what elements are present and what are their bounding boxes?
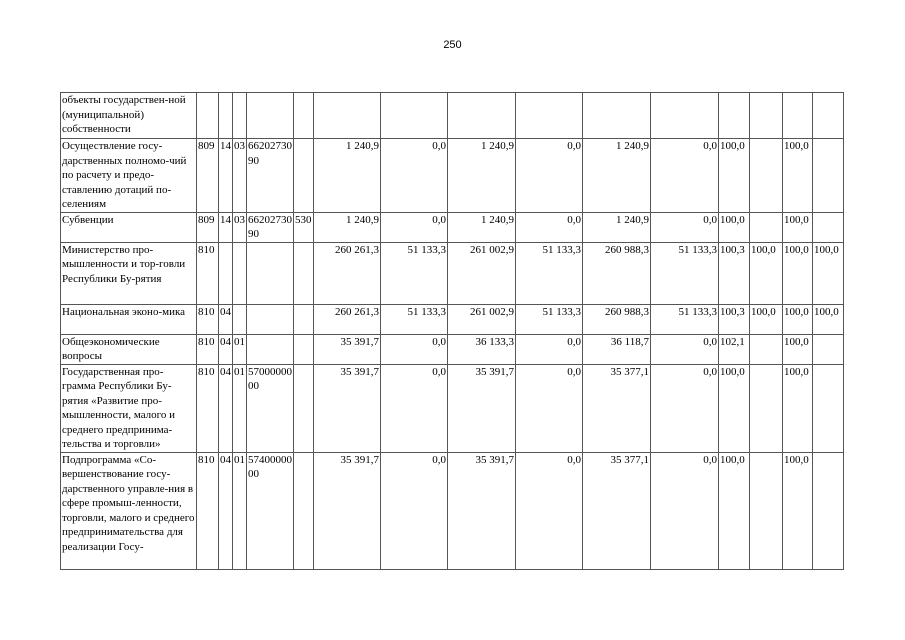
section-code-cell: 04 bbox=[219, 304, 233, 334]
section-code-cell: 14 bbox=[219, 212, 233, 242]
subsection-code-cell: 03 bbox=[233, 212, 247, 242]
approved-total-cell: 35 391,7 bbox=[314, 364, 381, 452]
executed-federal-cell: 0,0 bbox=[651, 452, 719, 569]
percent-federal-approved-cell bbox=[750, 212, 783, 242]
refined-total-cell: 261 002,9 bbox=[448, 304, 516, 334]
refined-federal-cell: 0,0 bbox=[516, 364, 583, 452]
expense-type-code-cell: 530 bbox=[294, 212, 314, 242]
refined-total-cell: 261 002,9 bbox=[448, 242, 516, 304]
grbs-code-cell: 810 bbox=[197, 452, 219, 569]
executed-total-cell: 1 240,9 bbox=[583, 139, 651, 213]
executed-total-cell: 260 988,3 bbox=[583, 242, 651, 304]
table-row bbox=[61, 212, 844, 242]
refined-federal-cell: 51 133,3 bbox=[516, 242, 583, 304]
approved-federal-cell: 0,0 bbox=[381, 452, 448, 569]
subsection-code-cell: 01 bbox=[233, 364, 247, 452]
subsection-code-cell bbox=[233, 93, 247, 139]
percent-federal-refined-cell bbox=[813, 93, 844, 139]
executed-federal-cell: 0,0 bbox=[651, 334, 719, 364]
percent-federal-approved-cell bbox=[750, 334, 783, 364]
table-row bbox=[61, 334, 844, 364]
refined-federal-cell: 0,0 bbox=[516, 334, 583, 364]
page-number: 250 bbox=[443, 39, 462, 51]
table-row bbox=[61, 364, 844, 452]
section-code-cell: 14 bbox=[219, 139, 233, 213]
row-name-cell: Министерство про-мышленности и тор-говли Республики Бу-рятия bbox=[61, 242, 197, 304]
percent-total-approved-cell: 100,3 bbox=[719, 304, 750, 334]
expense-type-code-cell bbox=[294, 364, 314, 452]
percent-federal-refined-cell bbox=[813, 212, 844, 242]
row-name-cell: Осуществление госу-дарственных полномо-чий по расчету и предо-ставлению дотаций по-селениям bbox=[61, 139, 197, 213]
subsection-code-cell: 01 bbox=[233, 452, 247, 569]
table-row bbox=[61, 93, 844, 139]
grbs-code-cell: 809 bbox=[197, 139, 219, 213]
grbs-code-cell: 809 bbox=[197, 212, 219, 242]
approved-federal-cell bbox=[381, 93, 448, 139]
executed-federal-cell: 0,0 bbox=[651, 139, 719, 213]
target-article-code-cell: 5700000000 bbox=[247, 364, 294, 452]
refined-total-cell bbox=[448, 93, 516, 139]
percent-federal-refined-cell bbox=[813, 139, 844, 213]
target-article-code-cell bbox=[247, 304, 294, 334]
row-name-cell: Подпрограмма «Со-вершенствование госу-дарственного управле-ния в сфере промыш-ленности, торговли, малого и среднего предпринимательства для реализации Госу- bbox=[61, 452, 197, 569]
approved-total-cell: 260 261,3 bbox=[314, 304, 381, 334]
section-code-cell: 04 bbox=[219, 364, 233, 452]
percent-total-approved-cell: 100,0 bbox=[719, 364, 750, 452]
grbs-code-cell: 810 bbox=[197, 364, 219, 452]
percent-federal-refined-cell: 100,0 bbox=[813, 304, 844, 334]
approved-total-cell: 1 240,9 bbox=[314, 139, 381, 213]
grbs-code-cell: 810 bbox=[197, 334, 219, 364]
refined-total-cell: 1 240,9 bbox=[448, 212, 516, 242]
section-code-cell bbox=[219, 242, 233, 304]
percent-federal-approved-cell bbox=[750, 452, 783, 569]
percent-total-refined-cell: 100,0 bbox=[783, 364, 813, 452]
expense-type-code-cell bbox=[294, 304, 314, 334]
percent-federal-refined-cell bbox=[813, 334, 844, 364]
target-article-code-cell: 5740000000 bbox=[247, 452, 294, 569]
expense-type-code-cell bbox=[294, 242, 314, 304]
approved-federal-cell: 0,0 bbox=[381, 334, 448, 364]
expense-type-code-cell bbox=[294, 93, 314, 139]
executed-federal-cell: 0,0 bbox=[651, 364, 719, 452]
approved-federal-cell: 0,0 bbox=[381, 139, 448, 213]
percent-federal-approved-cell: 100,0 bbox=[750, 304, 783, 334]
expense-type-code-cell bbox=[294, 139, 314, 213]
grbs-code-cell: 810 bbox=[197, 242, 219, 304]
refined-total-cell: 1 240,9 bbox=[448, 139, 516, 213]
approved-total-cell bbox=[314, 93, 381, 139]
percent-federal-refined-cell bbox=[813, 364, 844, 452]
executed-federal-cell bbox=[651, 93, 719, 139]
table-row bbox=[61, 242, 844, 304]
grbs-code-cell: 810 bbox=[197, 304, 219, 334]
budget-table bbox=[60, 92, 844, 570]
target-article-code-cell bbox=[247, 242, 294, 304]
approved-federal-cell: 0,0 bbox=[381, 212, 448, 242]
percent-federal-approved-cell bbox=[750, 364, 783, 452]
row-name-cell: Общеэкономические вопросы bbox=[61, 334, 197, 364]
approved-federal-cell: 51 133,3 bbox=[381, 242, 448, 304]
percent-total-approved-cell: 100,0 bbox=[719, 212, 750, 242]
refined-total-cell: 35 391,7 bbox=[448, 364, 516, 452]
refined-total-cell: 35 391,7 bbox=[448, 452, 516, 569]
approved-total-cell: 260 261,3 bbox=[314, 242, 381, 304]
percent-total-approved-cell bbox=[719, 93, 750, 139]
refined-federal-cell: 0,0 bbox=[516, 452, 583, 569]
refined-federal-cell: 0,0 bbox=[516, 139, 583, 213]
approved-total-cell: 35 391,7 bbox=[314, 452, 381, 569]
target-article-code-cell bbox=[247, 93, 294, 139]
refined-total-cell: 36 133,3 bbox=[448, 334, 516, 364]
executed-total-cell: 36 118,7 bbox=[583, 334, 651, 364]
percent-total-refined-cell: 100,0 bbox=[783, 242, 813, 304]
percent-total-refined-cell: 100,0 bbox=[783, 452, 813, 569]
percent-total-approved-cell: 100,0 bbox=[719, 452, 750, 569]
approved-federal-cell: 51 133,3 bbox=[381, 304, 448, 334]
table-row bbox=[61, 304, 844, 334]
percent-total-refined-cell: 100,0 bbox=[783, 212, 813, 242]
percent-federal-refined-cell bbox=[813, 452, 844, 569]
percent-federal-approved-cell bbox=[750, 93, 783, 139]
percent-federal-refined-cell: 100,0 bbox=[813, 242, 844, 304]
row-name-cell: Субвенции bbox=[61, 212, 197, 242]
subsection-code-cell: 01 bbox=[233, 334, 247, 364]
refined-federal-cell: 51 133,3 bbox=[516, 304, 583, 334]
target-article-code-cell: 6620273090 bbox=[248, 213, 292, 240]
percent-total-refined-cell bbox=[783, 93, 813, 139]
grbs-code-cell bbox=[197, 93, 219, 139]
executed-federal-cell: 51 133,3 bbox=[651, 242, 719, 304]
table-row bbox=[61, 139, 844, 213]
approved-total-cell: 1 240,9 bbox=[314, 212, 381, 242]
row-name-cell: объекты государствен-ной (муниципальной) собственности bbox=[61, 93, 197, 139]
executed-total-cell bbox=[583, 93, 651, 139]
refined-federal-cell: 0,0 bbox=[516, 212, 583, 242]
percent-federal-approved-cell: 100,0 bbox=[750, 242, 783, 304]
percent-total-refined-cell: 100,0 bbox=[783, 334, 813, 364]
approved-total-cell: 35 391,7 bbox=[314, 334, 381, 364]
section-code-cell bbox=[219, 93, 233, 139]
section-code-cell: 04 bbox=[219, 452, 233, 569]
percent-total-approved-cell: 102,1 bbox=[719, 334, 750, 364]
subsection-code-cell bbox=[233, 242, 247, 304]
section-code-cell: 04 bbox=[219, 334, 233, 364]
table-row bbox=[61, 452, 844, 569]
percent-total-approved-cell: 100,3 bbox=[719, 242, 750, 304]
row-name-cell: Национальная эконо-мика bbox=[61, 304, 197, 334]
row-name-cell: Государственная про-грамма Республики Бу-рятия «Развитие про-мышленности, малого и среднего предпринима-тельства и торговли» bbox=[61, 364, 197, 452]
percent-total-refined-cell: 100,0 bbox=[783, 139, 813, 213]
expense-type-code-cell bbox=[294, 452, 314, 569]
executed-federal-cell: 0,0 bbox=[651, 212, 719, 242]
refined-federal-cell bbox=[516, 93, 583, 139]
subsection-code-cell: 03 bbox=[233, 139, 247, 213]
executed-federal-cell: 51 133,3 bbox=[651, 304, 719, 334]
approved-federal-cell: 0,0 bbox=[381, 364, 448, 452]
subsection-code-cell bbox=[233, 304, 247, 334]
executed-total-cell: 35 377,1 bbox=[583, 452, 651, 569]
percent-total-approved-cell: 100,0 bbox=[719, 139, 750, 213]
executed-total-cell: 35 377,1 bbox=[583, 364, 651, 452]
percent-federal-approved-cell bbox=[750, 139, 783, 213]
target-article-code-cell: 6620273090 bbox=[247, 139, 294, 213]
expense-type-code-cell bbox=[294, 334, 314, 364]
percent-total-refined-cell: 100,0 bbox=[783, 304, 813, 334]
executed-total-cell: 1 240,9 bbox=[583, 212, 651, 242]
executed-total-cell: 260 988,3 bbox=[583, 304, 651, 334]
target-article-code-cell bbox=[247, 334, 294, 364]
